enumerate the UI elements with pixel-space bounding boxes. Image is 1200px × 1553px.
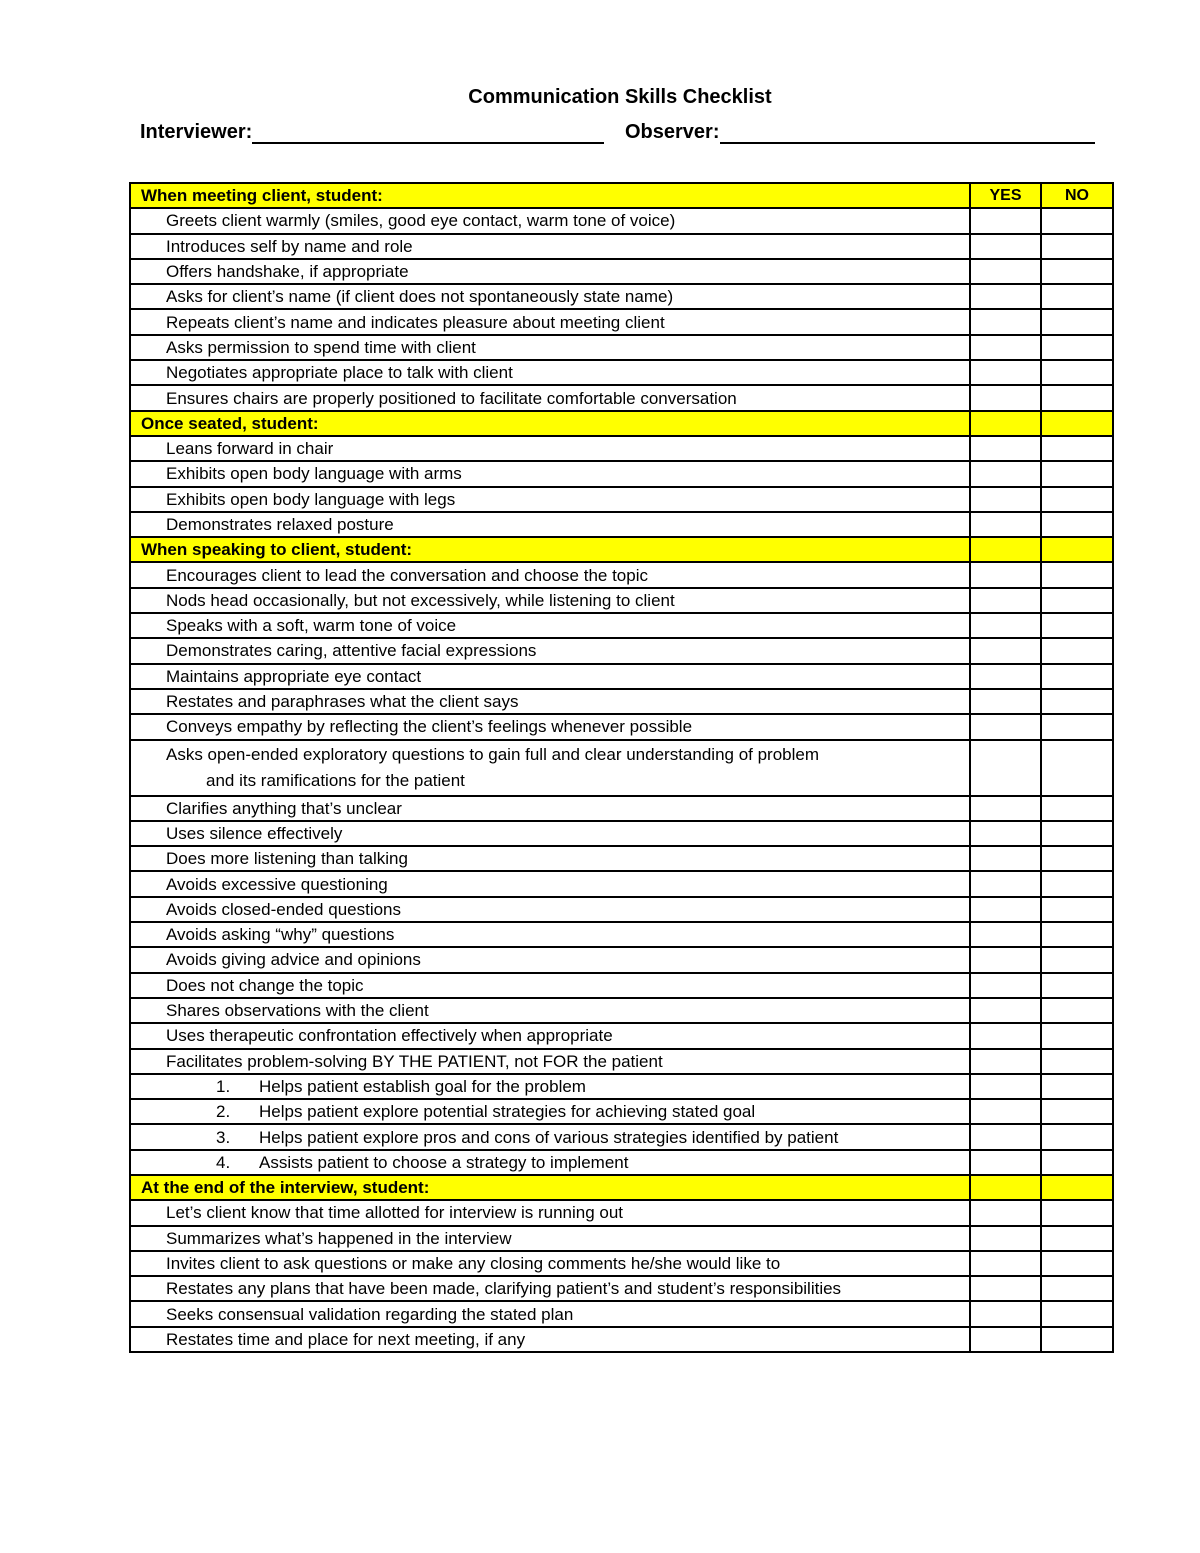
- checklist-row: [130, 259, 1113, 284]
- yes-checkbox[interactable]: [970, 1301, 1041, 1326]
- checklist-item: Does more listening than talking: [130, 846, 970, 871]
- checklist-item: Does not change the topic: [130, 973, 970, 998]
- checklist-item: Shares observations with the client: [130, 998, 970, 1023]
- checklist-item: Negotiates appropriate place to talk with client: [130, 360, 970, 385]
- no-checkbox[interactable]: [1041, 309, 1113, 334]
- yes-checkbox[interactable]: [970, 1023, 1041, 1048]
- checklist-row: [130, 512, 1113, 537]
- checklist-row: [130, 821, 1113, 846]
- no-checkbox[interactable]: [1041, 385, 1113, 410]
- no-checkbox[interactable]: [1041, 537, 1113, 562]
- yes-checkbox[interactable]: [970, 638, 1041, 663]
- no-checkbox[interactable]: [1041, 1276, 1113, 1301]
- section-header: [130, 411, 1113, 436]
- subitem-text: Helps patient establish goal for the problem: [259, 1076, 586, 1096]
- checklist-row: [130, 846, 1113, 871]
- checklist-row: [130, 1226, 1113, 1251]
- checklist-item: Uses silence effectively: [130, 821, 970, 846]
- no-checkbox[interactable]: [1041, 234, 1113, 259]
- yes-checkbox[interactable]: [970, 1150, 1041, 1175]
- interviewer-label: Interviewer:: [140, 121, 253, 143]
- yes-checkbox[interactable]: [970, 411, 1041, 436]
- no-checkbox[interactable]: [1041, 1301, 1113, 1326]
- yes-checkbox[interactable]: [970, 821, 1041, 846]
- checklist-row: [130, 689, 1113, 714]
- section-header: [130, 183, 1113, 208]
- section-heading: At the end of the interview, student:: [130, 1175, 970, 1200]
- checklist-row: [130, 1049, 1113, 1074]
- yes-column-header: YES: [970, 183, 1041, 208]
- no-checkbox[interactable]: [1041, 613, 1113, 638]
- yes-checkbox[interactable]: [970, 309, 1041, 334]
- no-checkbox[interactable]: [1041, 947, 1113, 972]
- checklist-item: Restates time and place for next meeting, if any: [130, 1327, 970, 1352]
- checklist-subitem: [130, 1150, 970, 1175]
- checklist-row: [130, 1276, 1113, 1301]
- no-checkbox[interactable]: [1041, 1327, 1113, 1352]
- interviewer-line[interactable]: [252, 120, 604, 144]
- no-checkbox[interactable]: [1041, 360, 1113, 385]
- yes-checkbox[interactable]: [970, 284, 1041, 309]
- yes-checkbox[interactable]: [970, 1226, 1041, 1251]
- checklist-row: [130, 562, 1113, 587]
- checklist-item: Leans forward in chair: [130, 436, 970, 461]
- no-checkbox[interactable]: [1041, 664, 1113, 689]
- checklist-row: [130, 284, 1113, 309]
- subitem-number: 1.: [216, 1076, 231, 1096]
- checklist-table: [129, 182, 1114, 1353]
- checklist-row: [130, 613, 1113, 638]
- checklist-item: [130, 740, 970, 796]
- subitem-text: Helps patient explore pros and cons of various strategies identified by patient: [259, 1127, 839, 1147]
- interviewer-field[interactable]: [140, 120, 604, 144]
- observer-field[interactable]: [625, 120, 1095, 144]
- checklist-item: Exhibits open body language with legs: [130, 487, 970, 512]
- yes-checkbox[interactable]: [970, 689, 1041, 714]
- checklist-item: Let’s client know that time allotted for interview is running out: [130, 1200, 970, 1225]
- yes-checkbox[interactable]: [970, 487, 1041, 512]
- no-checkbox[interactable]: [1041, 436, 1113, 461]
- yes-checkbox[interactable]: [970, 897, 1041, 922]
- no-checkbox[interactable]: [1041, 512, 1113, 537]
- checklist-row: [130, 664, 1113, 689]
- section-heading: When meeting client, student:: [130, 183, 970, 208]
- checklist-item: Avoids giving advice and opinions: [130, 947, 970, 972]
- yes-checkbox[interactable]: [970, 740, 1041, 796]
- checklist-item: Restates any plans that have been made, clarifying patient’s and student’s responsibilities: [130, 1276, 970, 1301]
- checklist-row: [130, 487, 1113, 512]
- checklist-item: Seeks consensual validation regarding the stated plan: [130, 1301, 970, 1326]
- checklist-row: [130, 309, 1113, 334]
- no-checkbox[interactable]: [1041, 259, 1113, 284]
- subitem-number: 3.: [216, 1127, 231, 1147]
- subitem-text: Helps patient explore potential strategies for achieving stated goal: [259, 1102, 756, 1122]
- checklist-row: [130, 335, 1113, 360]
- yes-checkbox[interactable]: [970, 588, 1041, 613]
- checklist-item: Avoids closed-ended questions: [130, 897, 970, 922]
- checklist-item: Introduces self by name and role: [130, 234, 970, 259]
- yes-checkbox[interactable]: [970, 360, 1041, 385]
- yes-checkbox[interactable]: [970, 537, 1041, 562]
- no-checkbox[interactable]: [1041, 1099, 1113, 1124]
- no-checkbox[interactable]: [1041, 1124, 1113, 1149]
- checklist-row: [130, 360, 1113, 385]
- no-column-header: NO: [1041, 183, 1113, 208]
- checklist-row: [130, 1301, 1113, 1326]
- checklist-item: Facilitates problem-solving BY THE PATIENT, not FOR the patient: [130, 1049, 970, 1074]
- section-heading: Once seated, student:: [130, 411, 970, 436]
- checklist-item: Offers handshake, if appropriate: [130, 259, 970, 284]
- checklist-subrow: [130, 1150, 1113, 1175]
- checklist-subitem: [130, 1074, 970, 1099]
- no-checkbox[interactable]: [1041, 871, 1113, 896]
- no-checkbox[interactable]: [1041, 284, 1113, 309]
- observer-line[interactable]: [720, 120, 1095, 144]
- yes-checkbox[interactable]: [970, 1099, 1041, 1124]
- checklist-row: [130, 208, 1113, 233]
- no-checkbox[interactable]: [1041, 897, 1113, 922]
- yes-checkbox[interactable]: [970, 385, 1041, 410]
- no-checkbox[interactable]: [1041, 846, 1113, 871]
- checklist-row: [130, 973, 1113, 998]
- yes-checkbox[interactable]: [970, 1200, 1041, 1225]
- item-line-1: Asks open-ended exploratory questions to gain full and clear understanding of problem: [166, 744, 820, 764]
- no-checkbox[interactable]: [1041, 1150, 1113, 1175]
- subitem-text: Assists patient to choose a strategy to implement: [259, 1152, 629, 1172]
- no-checkbox[interactable]: [1041, 740, 1113, 796]
- observer-label: Observer:: [625, 121, 720, 143]
- no-checkbox[interactable]: [1041, 821, 1113, 846]
- checklist-item: Asks permission to spend time with client: [130, 335, 970, 360]
- checklist-item: Nods head occasionally, but not excessively, while listening to client: [130, 588, 970, 613]
- checklist-item: Exhibits open body language with arms: [130, 461, 970, 486]
- checklist-row: [130, 796, 1113, 821]
- yes-checkbox[interactable]: [970, 1175, 1041, 1200]
- no-checkbox[interactable]: [1041, 638, 1113, 663]
- checklist-item: Clarifies anything that’s unclear: [130, 796, 970, 821]
- no-checkbox[interactable]: [1041, 1226, 1113, 1251]
- yes-checkbox[interactable]: [970, 1276, 1041, 1301]
- checklist-row: [130, 638, 1113, 663]
- yes-checkbox[interactable]: [970, 973, 1041, 998]
- yes-checkbox[interactable]: [970, 1049, 1041, 1074]
- yes-checkbox[interactable]: [970, 436, 1041, 461]
- no-checkbox[interactable]: [1041, 1175, 1113, 1200]
- checklist-item: Ensures chairs are properly positioned to facilitate comfortable conversation: [130, 385, 970, 410]
- yes-checkbox[interactable]: [970, 208, 1041, 233]
- yes-checkbox[interactable]: [970, 259, 1041, 284]
- checklist-item: Avoids asking “why” questions: [130, 922, 970, 947]
- yes-checkbox[interactable]: [970, 1251, 1041, 1276]
- checklist-item: Uses therapeutic confrontation effectively when appropriate: [130, 1023, 970, 1048]
- no-checkbox[interactable]: [1041, 411, 1113, 436]
- no-checkbox[interactable]: [1041, 922, 1113, 947]
- yes-checkbox[interactable]: [970, 947, 1041, 972]
- checklist-row: [130, 1327, 1113, 1352]
- no-checkbox[interactable]: [1041, 998, 1113, 1023]
- checklist-row: [130, 871, 1113, 896]
- checklist-item: Conveys empathy by reflecting the client’s feelings whenever possible: [130, 714, 970, 739]
- yes-checkbox[interactable]: [970, 1074, 1041, 1099]
- checklist-item: Maintains appropriate eye contact: [130, 664, 970, 689]
- no-checkbox[interactable]: [1041, 973, 1113, 998]
- yes-checkbox[interactable]: [970, 1124, 1041, 1149]
- page-title: Communication Skills Checklist: [468, 86, 772, 108]
- no-checkbox[interactable]: [1041, 588, 1113, 613]
- no-checkbox[interactable]: [1041, 714, 1113, 739]
- yes-checkbox[interactable]: [970, 461, 1041, 486]
- checklist-item: Demonstrates caring, attentive facial expressions: [130, 638, 970, 663]
- yes-checkbox[interactable]: [970, 871, 1041, 896]
- checklist-subrow: [130, 1074, 1113, 1099]
- checklist-subrow: [130, 1099, 1113, 1124]
- checklist-subitem: [130, 1124, 970, 1149]
- checklist-item: Asks for client’s name (if client does not spontaneously state name): [130, 284, 970, 309]
- checklist-item: Repeats client’s name and indicates pleasure about meeting client: [130, 309, 970, 334]
- yes-checkbox[interactable]: [970, 998, 1041, 1023]
- checklist-item: Greets client warmly (smiles, good eye contact, warm tone of voice): [130, 208, 970, 233]
- checklist-row: [130, 947, 1113, 972]
- checklist-row: [130, 1251, 1113, 1276]
- item-line-2: and its ramifications for the patient: [206, 770, 465, 790]
- no-checkbox[interactable]: [1041, 1200, 1113, 1225]
- checklist-row: [130, 588, 1113, 613]
- no-checkbox[interactable]: [1041, 1023, 1113, 1048]
- checklist-row: [130, 740, 1113, 796]
- section-header: [130, 1175, 1113, 1200]
- yes-checkbox[interactable]: [970, 234, 1041, 259]
- checklist-item: Restates and paraphrases what the client says: [130, 689, 970, 714]
- section-header: [130, 537, 1113, 562]
- no-checkbox[interactable]: [1041, 1074, 1113, 1099]
- subitem-number: 4.: [216, 1152, 231, 1172]
- no-checkbox[interactable]: [1041, 335, 1113, 360]
- yes-checkbox[interactable]: [970, 922, 1041, 947]
- header-fields: [140, 120, 1100, 150]
- no-checkbox[interactable]: [1041, 487, 1113, 512]
- yes-checkbox[interactable]: [970, 1327, 1041, 1352]
- checklist-row: [130, 714, 1113, 739]
- checklist-item: Speaks with a soft, warm tone of voice: [130, 613, 970, 638]
- checklist-item: Avoids excessive questioning: [130, 871, 970, 896]
- checklist-row: [130, 922, 1113, 947]
- yes-checkbox[interactable]: [970, 562, 1041, 587]
- checklist-row: [130, 436, 1113, 461]
- checklist-item: Invites client to ask questions or make any closing comments he/she would like to: [130, 1251, 970, 1276]
- no-checkbox[interactable]: [1041, 208, 1113, 233]
- checklist-subrow: [130, 1124, 1113, 1149]
- yes-checkbox[interactable]: [970, 714, 1041, 739]
- checklist-row: [130, 998, 1113, 1023]
- checklist-item: Summarizes what’s happened in the interview: [130, 1226, 970, 1251]
- yes-checkbox[interactable]: [970, 335, 1041, 360]
- checklist-row: [130, 385, 1113, 410]
- yes-checkbox[interactable]: [970, 796, 1041, 821]
- subitem-number: 2.: [216, 1102, 231, 1122]
- no-checkbox[interactable]: [1041, 796, 1113, 821]
- checklist-row: [130, 461, 1113, 486]
- checklist-item: Encourages client to lead the conversation and choose the topic: [130, 562, 970, 587]
- yes-checkbox[interactable]: [970, 846, 1041, 871]
- yes-checkbox[interactable]: [970, 613, 1041, 638]
- no-checkbox[interactable]: [1041, 562, 1113, 587]
- no-checkbox[interactable]: [1041, 1251, 1113, 1276]
- section-heading: When speaking to client, student:: [130, 537, 970, 562]
- checklist-row: [130, 1200, 1113, 1225]
- no-checkbox[interactable]: [1041, 1049, 1113, 1074]
- checklist-row: [130, 897, 1113, 922]
- yes-checkbox[interactable]: [970, 664, 1041, 689]
- no-checkbox[interactable]: [1041, 461, 1113, 486]
- checklist-row: [130, 1023, 1113, 1048]
- no-checkbox[interactable]: [1041, 689, 1113, 714]
- yes-checkbox[interactable]: [970, 512, 1041, 537]
- checklist-item: Demonstrates relaxed posture: [130, 512, 970, 537]
- checklist-row: [130, 234, 1113, 259]
- checklist-subitem: [130, 1099, 970, 1124]
